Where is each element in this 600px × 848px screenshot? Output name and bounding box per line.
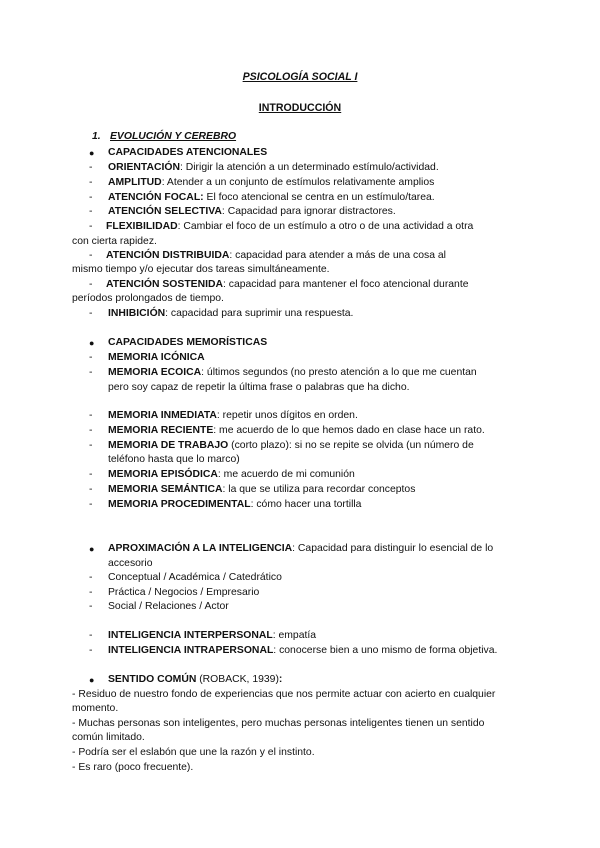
section-number: 1. xyxy=(92,131,101,142)
dash-icon: - xyxy=(89,425,93,436)
term: ORIENTACIÓN xyxy=(108,162,180,173)
reference: (ROBACK, 1939) xyxy=(196,674,279,685)
paragraph-line: momento. xyxy=(72,703,119,714)
document-subtitle: INTRODUCCIÓN xyxy=(258,102,342,114)
definition: : conocerse bien a uno mismo de forma objetiva. xyxy=(273,645,498,656)
definition: (corto plazo): si no se repite se olvida (un número de xyxy=(228,440,474,451)
dash-icon: - xyxy=(89,440,93,451)
bullet-icon: ● xyxy=(89,148,95,158)
definition-continuation: teléfono hasta que lo marco) xyxy=(108,454,240,465)
paragraph-line: - Muchas personas son inteligentes, pero muchas personas inteligentes tienen un sentido xyxy=(72,718,485,729)
definition: : me acuerdo de mi comunión xyxy=(217,469,355,480)
definition: : capacidad para suprimir una respuesta. xyxy=(165,308,354,319)
dash-icon: - xyxy=(89,645,93,656)
dash-icon: - xyxy=(89,484,93,495)
term: MEMORIA INMEDIATA xyxy=(108,410,217,421)
term: MEMORIA SEMÁNTICA xyxy=(108,484,223,495)
term: ATENCIÓN FOCAL: xyxy=(108,192,204,203)
dash-icon: - xyxy=(89,601,93,612)
dash-icon: - xyxy=(89,367,93,378)
definition: : Atender a un conjunto de estímulos relativamente amplios xyxy=(161,177,435,188)
dash-icon: - xyxy=(89,499,93,510)
dash-icon: - xyxy=(89,572,93,583)
definition: : Cambiar el foco de un estímulo a otro o de una actividad a otra xyxy=(177,221,474,232)
dash-icon: - xyxy=(89,469,93,480)
bullet-icon: ● xyxy=(89,338,95,348)
paragraph-line: común limitado. xyxy=(72,732,145,743)
paragraph-line: - Podría ser el eslabón que une la razón y el instinto. xyxy=(72,747,315,758)
dash-icon: - xyxy=(89,192,93,203)
definition: : la que se utiliza para recordar conceptos xyxy=(222,484,416,495)
term: SENTIDO COMÚN xyxy=(108,674,197,685)
document-title: PSICOLOGÍA SOCIAL I xyxy=(242,71,358,83)
definition: : últimos segundos (no presto atención a lo que me cuentan xyxy=(201,367,477,378)
dash-icon: - xyxy=(89,352,93,363)
definition-continuation: períodos prolongados de tiempo. xyxy=(72,293,224,304)
term: MEMORIA DE TRABAJO xyxy=(108,440,229,451)
definition: : empatía xyxy=(272,630,317,641)
colon: : xyxy=(278,674,283,685)
definition: : repetir unos dígitos en orden. xyxy=(216,410,358,421)
definition-continuation: accesorio xyxy=(108,558,153,569)
bullet-icon: ● xyxy=(89,544,95,554)
intelligence-type: Práctica / Negocios / Empresario xyxy=(108,587,260,598)
section-title: EVOLUCIÓN Y CEREBRO xyxy=(110,131,237,142)
dash-icon: - xyxy=(89,162,93,173)
term: MEMORIA ECOICA xyxy=(108,367,202,378)
definition: El foco atencional se centra en un estímulo/tarea. xyxy=(203,192,435,203)
dash-icon: - xyxy=(89,410,93,421)
definition: : Capacidad para ignorar distractores. xyxy=(221,206,396,217)
definition-continuation: pero soy capaz de repetir la última frase o palabras que ha dicho. xyxy=(108,382,410,393)
dash-icon: - xyxy=(89,630,93,641)
term: APROXIMACIÓN A LA INTELIGENCIA xyxy=(108,543,293,554)
term: INHIBICIÓN xyxy=(108,308,166,319)
dash-icon: - xyxy=(89,206,93,217)
definition: : cómo hacer una tortilla xyxy=(250,499,362,510)
bullet-icon: ● xyxy=(89,675,95,685)
dash-icon: - xyxy=(89,308,93,319)
paragraph-line: - Es raro (poco frecuente). xyxy=(72,762,194,773)
term: ATENCIÓN DISTRIBUIDA xyxy=(106,250,230,261)
definition-continuation: mismo tiempo y/o ejecutar dos tareas simultáneamente. xyxy=(72,264,330,275)
intelligence-type: Social / Relaciones / Actor xyxy=(108,601,229,612)
definition: : capacidad para mantener el foco atencional durante xyxy=(223,279,469,290)
subsection-heading: CAPACIDADES MEMORÍSTICAS xyxy=(108,337,268,348)
term: INTELIGENCIA INTERPERSONAL xyxy=(108,630,273,641)
definition: : capacidad para atender a más de una cosa al xyxy=(229,250,446,261)
subsection-heading: CAPACIDADES ATENCIONALES xyxy=(108,147,268,158)
term: ATENCIÓN SOSTENIDA xyxy=(106,279,223,290)
term: MEMORIA PROCEDIMENTAL xyxy=(108,499,251,510)
dash-icon: - xyxy=(89,279,93,290)
term: MEMORIA RECIENTE xyxy=(108,425,214,436)
paragraph-line: - Residuo de nuestro fondo de experiencias que nos permite actuar con acierto en cualquier xyxy=(72,689,496,700)
dash-icon: - xyxy=(89,177,93,188)
dash-icon: - xyxy=(89,587,93,598)
definition: : Capacidad para distinguir lo esencial de lo xyxy=(292,543,494,554)
term: MEMORIA ICÓNICA xyxy=(108,352,205,363)
term: MEMORIA EPISÓDICA xyxy=(108,469,218,480)
definition-continuation: con cierta rapidez. xyxy=(72,236,157,247)
term: FLEXIBILIDAD xyxy=(106,221,178,232)
term: ATENCIÓN SELECTIVA xyxy=(108,206,222,217)
term: INTELIGENCIA INTRAPERSONAL xyxy=(108,645,274,656)
definition: : me acuerdo de lo que hemos dado en clase hace un rato. xyxy=(213,425,485,436)
intelligence-type: Conceptual / Académica / Catedrático xyxy=(108,572,282,583)
definition: : Dirigir la atención a un determinado estímulo/actividad. xyxy=(179,162,439,173)
dash-icon: - xyxy=(89,221,93,232)
term: AMPLITUD xyxy=(108,177,162,188)
dash-icon: - xyxy=(89,250,93,261)
